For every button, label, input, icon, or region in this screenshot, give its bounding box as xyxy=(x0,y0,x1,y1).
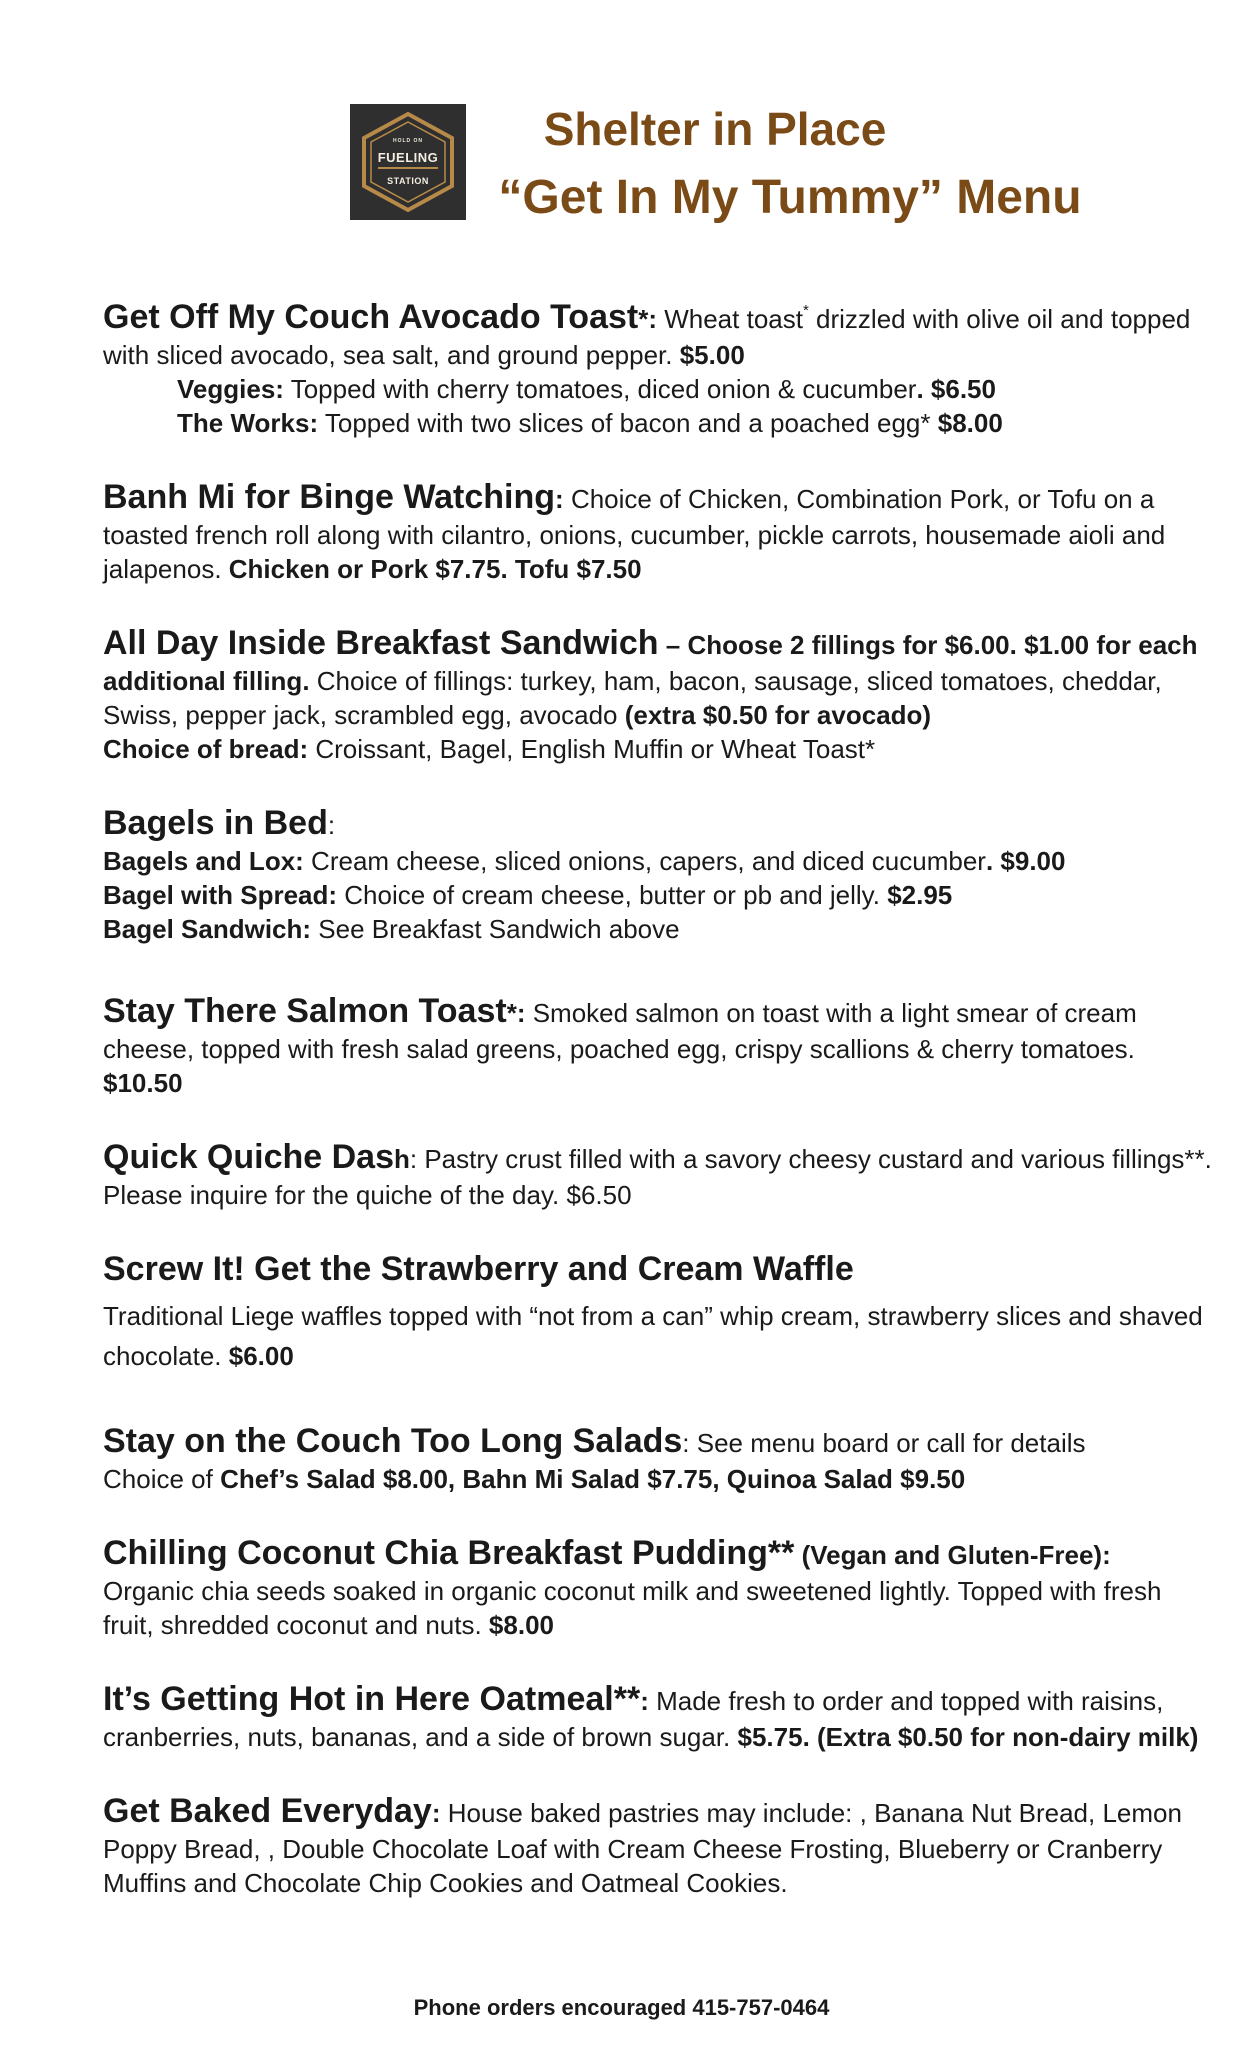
item-price: $5.00 xyxy=(679,340,745,370)
item-name: Get Baked Everyday xyxy=(103,1792,432,1830)
option-desc: Choice of cream cheese, butter or pb and jelly. xyxy=(337,880,888,910)
logo-small-text: HOLD ON xyxy=(392,138,424,144)
item-price: $8.00 xyxy=(488,1610,554,1640)
option-desc: Croissant, Bagel, English Muffin or Wheat Toast* xyxy=(308,734,876,764)
item-desc: Made fresh to order and topped with raisins, cranberries, nuts, bananas, and a side of brown sugar. xyxy=(103,1686,1164,1752)
menu-item-avocado-toast xyxy=(103,296,1213,440)
item-desc: : See menu board or call for details xyxy=(682,1428,1086,1458)
option-label: Choice of bread: xyxy=(103,734,309,764)
item-tag: (Vegan and Gluten-Free): xyxy=(794,1540,1111,1570)
item-name-suffix: *: xyxy=(506,998,526,1028)
item-intro: – Choose 2 fillings for $6.00. $1.00 for each additional filling. xyxy=(103,630,1198,696)
item-name: Screw It! Get the Strawberry and Cream Waffle xyxy=(103,1250,854,1288)
menu-item-quiche xyxy=(103,1136,1213,1212)
option-price: . $6.50 xyxy=(916,374,996,404)
option-price: $2.95 xyxy=(887,880,953,910)
item-desc: Traditional Liege waffles topped with “not from a can” whip cream, strawberry slices and shaved chocolate. xyxy=(103,1301,1203,1371)
item-name: Banh Mi for Binge Watching xyxy=(103,478,556,516)
menu-item-waffle xyxy=(103,1248,1213,1376)
option-price: . $9.00 xyxy=(985,846,1066,876)
item-name-suffix: *: xyxy=(638,304,657,334)
menu-item-oatmeal xyxy=(103,1678,1213,1754)
item-desc: Choice of Chicken, Combination Pork, or Tofu on a toasted french roll along with cilantro, onions, cucumber, pickle carrots, housemade aioli and jalapenos. xyxy=(103,484,1166,584)
option-label: Veggies: xyxy=(177,374,284,404)
menu-item-bagels xyxy=(103,802,1213,946)
menu-title-line2: “Get In My Tummy” Menu xyxy=(498,171,1082,224)
item-colon: : xyxy=(327,810,336,840)
menu-item-baked-goods xyxy=(103,1790,1213,1900)
item-desc: drizzled with olive oil and topped with sliced avocado, sea salt, and ground pepper. xyxy=(103,304,1191,370)
option-price: $8.00 xyxy=(937,408,1003,438)
phone-orders-footer: Phone orders encouraged 415-757-0464 xyxy=(413,1995,830,2020)
menu-header xyxy=(0,100,1243,230)
logo-main-text: FUELING xyxy=(377,150,439,165)
option-desc: Topped with two slices of bacon and a poached egg* xyxy=(318,408,938,438)
item-price: $5.75. (Extra $0.50 for non-dairy milk) xyxy=(737,1722,1199,1752)
item-name: Quick Quiche Das xyxy=(103,1138,394,1176)
item-name: Stay on the Couch Too Long Salads xyxy=(103,1422,683,1460)
item-name-tail: h xyxy=(394,1144,410,1174)
item-desc: Wheat toast xyxy=(657,304,803,334)
menu-item-banh-mi xyxy=(103,476,1213,586)
item-name: Chilling Coconut Chia Breakfast Pudding** xyxy=(103,1534,795,1572)
logo-sub-text: STATION xyxy=(387,176,429,186)
item-desc: Smoked salmon on toast with a light smear of cream cheese, topped with fresh salad greens, poached egg, crispy scallions & cherry tomatoes. xyxy=(103,998,1137,1064)
option-label: Bagel Sandwich: xyxy=(103,914,312,944)
menu-item-breakfast-sandwich xyxy=(103,622,1213,766)
item-price: $10.50 xyxy=(103,1068,183,1098)
item-price: $6.00 xyxy=(228,1341,294,1371)
option-list: Chef’s Salad $8.00, Bahn Mi Salad $7.75, Quinoa Salad $9.50 xyxy=(220,1464,966,1494)
option-label: Bagel with Spread: xyxy=(103,880,338,910)
item-extra: (extra $0.50 for avocado) xyxy=(624,700,932,730)
item-desc: : Pastry crust filled with a savory cheesy custard and various fillings**. Please inquire for the quiche of the day. $6.50 xyxy=(103,1144,1212,1210)
menu-title-line1: Shelter in Place xyxy=(543,103,887,155)
option-desc: See Breakfast Sandwich above xyxy=(311,914,680,944)
option-label: Bagels and Lox: xyxy=(103,846,304,876)
item-colon: : xyxy=(431,1798,441,1828)
option-desc: Topped with cherry tomatoes, diced onion & cucumber xyxy=(283,374,917,404)
item-name: Stay There Salmon Toast xyxy=(103,992,507,1030)
item-name: Bagels in Bed xyxy=(103,804,328,842)
item-desc: House baked pastries may include: , Banana Nut Bread, Lemon Poppy Bread, , Double Chocolate Loaf with Cream Cheese Frosting, Blueberry or Cranberry Muffins and Chocolate Chip Cookies and Oatmeal Cookies. xyxy=(103,1798,1182,1898)
item-name: Get Off My Couch Avocado Toast xyxy=(103,298,639,336)
asterisk-mark: * xyxy=(802,302,809,319)
option-desc: Cream cheese, sliced onions, capers, and diced cucumber xyxy=(303,846,986,876)
item-colon: : xyxy=(640,1686,649,1716)
menu-item-salmon-toast xyxy=(103,990,1213,1100)
option-label: The Works: xyxy=(177,408,319,438)
option-label: Choice of xyxy=(103,1464,221,1494)
menu-item-chia-pudding xyxy=(103,1532,1213,1642)
menu-item-salads xyxy=(103,1420,1213,1496)
item-name: All Day Inside Breakfast Sandwich xyxy=(103,624,659,662)
item-colon: : xyxy=(555,484,564,514)
menu-content xyxy=(103,296,1213,1900)
item-price: Chicken or Pork $7.75. Tofu $7.50 xyxy=(228,554,642,584)
item-desc: Organic chia seeds soaked in organic coconut milk and sweetened lightly. Topped with fresh fruit, shredded coconut and nuts. xyxy=(103,1576,1162,1640)
item-desc: Choice of fillings: turkey, ham, bacon, sausage, sliced tomatoes, cheddar, Swiss, pepper jack, scrambled egg, avocado xyxy=(103,666,1162,730)
item-name: It’s Getting Hot in Here Oatmeal** xyxy=(103,1680,641,1718)
